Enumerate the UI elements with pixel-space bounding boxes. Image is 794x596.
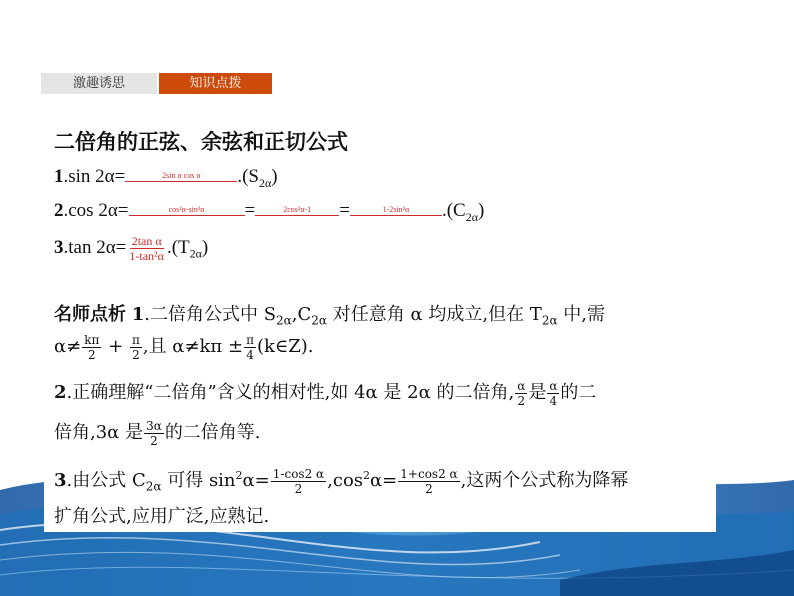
formula-sin [54, 166, 278, 191]
note-text: 的二倍角等. [164, 422, 261, 443]
fraction [82, 333, 101, 362]
fraction [244, 333, 256, 362]
fraction-numerator: α [517, 378, 526, 393]
fraction-denominator: 2 [425, 481, 433, 496]
note-p3-line2 [54, 502, 269, 528]
formula-tag-sub: 2α [465, 209, 478, 224]
note-sub: 2α [145, 479, 162, 494]
note-text: α= [370, 470, 398, 491]
note-sup: 2 [363, 469, 371, 482]
answer-blank: cos²α-sin²α [129, 205, 245, 216]
fraction-numerator: 3α [146, 418, 162, 433]
answer-blank: 1-2sin²α [350, 205, 442, 216]
note-text: 可得 sin [161, 470, 236, 491]
fraction-denominator: 2 [132, 347, 140, 362]
note-text: (k∈Z). [256, 336, 314, 357]
note-text: ,cos [327, 470, 364, 491]
formula-text: .cos 2α= [63, 200, 129, 221]
note-p1-line2 [54, 332, 313, 362]
note-sub: 2α [276, 313, 292, 328]
formula-tag-sub: 2α [189, 246, 202, 261]
note-number: 1 [131, 304, 145, 325]
note-text: ,这两个公式称为降幂 [460, 470, 629, 491]
fraction-denominator: 2 [517, 393, 526, 408]
formula-number: 2 [54, 200, 64, 221]
formula-tag: .(C [441, 200, 466, 221]
note-text: + [102, 336, 129, 357]
note-p3-line1 [54, 466, 628, 496]
fraction-denominator: 2 [150, 433, 158, 448]
section-heading: 二倍角的正弦、余弦和正切公式 [54, 130, 348, 154]
fraction [515, 379, 527, 408]
note-p2-line2 [54, 418, 261, 448]
note-number: 2 [54, 382, 67, 403]
note-text: 是 [528, 382, 547, 403]
formula-number: 1 [54, 166, 64, 187]
fraction-numerator: π [131, 332, 140, 347]
fraction [547, 379, 559, 408]
note-p1-line1 [54, 300, 605, 328]
formula-text: .sin 2α= [63, 166, 126, 187]
fraction-denominator: 2 [294, 481, 303, 496]
formula-tag-close: ) [477, 200, 485, 221]
tan-fraction [127, 234, 166, 263]
note-text: ,且 α≠kπ ± [142, 336, 244, 357]
answer-blank: 2cos²α-1 [255, 205, 339, 216]
note-sub: 2α [541, 313, 558, 328]
fraction-numerator: 1-cos2 α [272, 466, 325, 481]
formula-tag-sub: 2α [259, 175, 272, 190]
fraction [144, 419, 164, 448]
note-title: 名师点析 [54, 304, 126, 325]
equals-sign: = [339, 200, 350, 221]
fraction-numerator: kπ [84, 332, 100, 347]
note-text: 中,需 [557, 304, 606, 325]
formula-cos [54, 200, 484, 225]
note-sub: 2α [311, 313, 328, 328]
note-text: 扩角公式,应用广泛,应熟记. [54, 506, 270, 527]
note-number: 3 [54, 470, 67, 491]
formula-tag-close: ) [201, 236, 209, 258]
formula-tan [54, 234, 208, 263]
note-text: 对任意角 α 均成立,但在 T [327, 304, 542, 325]
fraction [271, 467, 326, 496]
fraction-numerator: α [549, 378, 558, 393]
fraction-denominator: 1-tan²α [129, 249, 164, 263]
fraction-numerator: π [246, 332, 254, 347]
formula-text: .tan 2α= [63, 236, 127, 258]
fraction-denominator: 4 [549, 393, 558, 408]
note-text: 倍角,3α 是 [54, 422, 144, 443]
fraction-denominator: 4 [246, 347, 254, 362]
formula-tag-close: ) [271, 166, 278, 187]
formula-tag: .(T [166, 236, 190, 258]
formula-tag: .(S [237, 166, 259, 187]
note-text: 的二 [560, 382, 597, 403]
note-text: .二倍角公式中 S [144, 304, 277, 325]
formula-number: 3 [54, 236, 64, 258]
equals-sign: = [244, 200, 256, 221]
note-text: .由公式 C [66, 470, 146, 491]
tab-interest[interactable]: 激趣诱思 [41, 73, 157, 94]
note-text: .正确理解“二倍角”含义的相对性,如 4α 是 2α 的二倍角, [66, 382, 515, 403]
fraction [130, 333, 142, 362]
note-text: ,C [291, 304, 312, 325]
note-sup: 2 [235, 469, 243, 482]
fraction-denominator: 2 [88, 347, 96, 362]
note-p2-line1 [54, 378, 596, 408]
fraction [398, 467, 459, 496]
fraction-numerator: 2tan α [131, 234, 162, 248]
tab-knowledge[interactable]: 知识点拨 [159, 73, 272, 94]
note-text: α≠ [54, 336, 82, 357]
answer-blank: 2sin α cos α [125, 171, 237, 182]
fraction-numerator: 1+cos2 α [400, 466, 458, 481]
note-text: α= [242, 470, 270, 491]
